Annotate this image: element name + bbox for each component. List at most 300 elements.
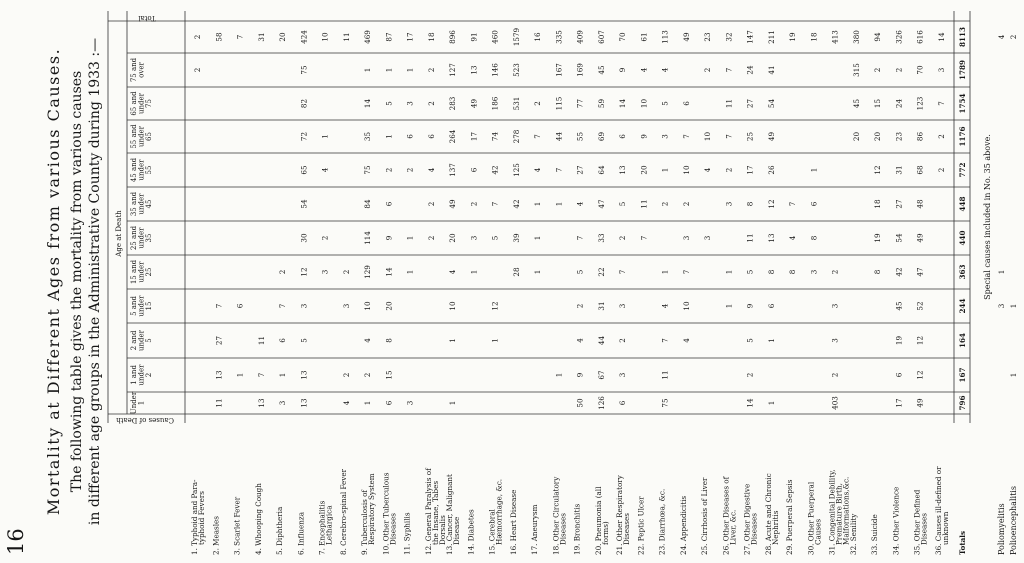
table-cell: 7: [256, 372, 266, 378]
table-cell: 20: [448, 233, 457, 243]
age-header: Age at Death: [115, 210, 123, 257]
table-cell: 69: [596, 131, 606, 142]
table-cell: 22: [596, 267, 606, 277]
table-cell: 2: [703, 67, 712, 73]
table-cell: 4: [341, 400, 351, 406]
table-cell: 20: [873, 131, 882, 142]
table-cell: 74: [490, 131, 500, 142]
intro-line-1: The following table gives the mortality from various causes: [69, 70, 85, 493]
cause-label: 2. Measles: [211, 516, 221, 555]
table-cell: 17: [894, 398, 904, 408]
age-group-label: under: [137, 295, 146, 317]
age-group-label: 35: [145, 233, 153, 243]
table-cell: 91: [469, 32, 479, 42]
table-cell: 11: [724, 98, 734, 109]
cause-label: 34. Other Violence: [891, 486, 901, 555]
causes-header: Causes of Death: [116, 416, 174, 424]
cause-label: 9. Tuberculosis of: [360, 489, 369, 555]
table-cell: 523: [511, 63, 521, 77]
table-cell: 18: [426, 32, 436, 42]
table-cell: 335: [554, 30, 564, 44]
table-cell: 11: [214, 398, 224, 408]
table-cell: 326: [894, 30, 904, 44]
table-cell: 13: [766, 233, 776, 243]
table-cell: 1: [554, 201, 564, 207]
table-cell: 7: [575, 235, 585, 241]
age-group-label: 2 and: [130, 330, 138, 351]
table-cell: 1: [363, 400, 372, 406]
cause-label: the Insane, Tabes: [430, 480, 440, 545]
table-cell: 114: [363, 231, 372, 245]
cause-label: typhoid Fevers: [197, 491, 206, 545]
table-cell: 11: [341, 32, 351, 42]
table-cell: 19: [873, 233, 882, 243]
table-cell: 3: [830, 303, 840, 309]
cause-label: 18. Other Circulatory: [551, 476, 561, 555]
table-cell: 48: [915, 199, 925, 209]
table-cell: 1: [660, 167, 670, 173]
table-cell: 2: [745, 372, 755, 378]
cause-label: 20. Pneumonia (all: [593, 486, 603, 555]
table-cell: 87: [384, 32, 394, 42]
cause-label: 29. Puerperal Sepsis: [785, 479, 794, 555]
totals-cell: 1789: [958, 59, 967, 81]
table-cell: 5: [745, 338, 755, 343]
table-cell: 10: [681, 165, 691, 175]
table-cell: 7: [533, 134, 542, 139]
table-cell: 8: [745, 201, 755, 207]
table-cell: 1: [448, 400, 457, 406]
table-cell: 3: [341, 303, 351, 309]
table-cell: 380: [851, 30, 861, 44]
table-cell: 75: [660, 398, 670, 408]
table-cell: 2: [618, 338, 627, 343]
table-cell: 9: [618, 67, 627, 73]
document-title: Mortality at Different Ages from various Causes.: [44, 47, 63, 516]
table-cell: 23: [894, 131, 904, 142]
table-cell: 20: [639, 165, 649, 175]
total-header: Total: [138, 14, 156, 22]
table-cell: 9: [384, 235, 394, 241]
cause-label: Causes: [813, 518, 823, 545]
table-cell: 47: [915, 267, 925, 277]
table-cell: 44: [596, 335, 606, 346]
table-cell: 125: [511, 163, 521, 177]
table-cell: 13: [214, 370, 224, 380]
table-cell: 896: [448, 30, 457, 44]
table-cell: 3: [618, 372, 627, 378]
table-cell: 31: [894, 165, 904, 175]
age-group-label: 15 and: [130, 259, 138, 285]
table-cell: 1: [235, 372, 245, 378]
table-cell: 13: [299, 370, 309, 380]
age-group-label: under: [137, 126, 146, 147]
table-cell: 14: [363, 98, 372, 109]
cause-label: 28. Acute and Chronic: [763, 473, 773, 555]
table-cell: 54: [299, 199, 309, 209]
table-cell: 17: [745, 165, 755, 175]
table-cell: 11: [745, 233, 755, 243]
table-cell: 10: [681, 301, 691, 311]
table-cell: 9: [639, 134, 649, 139]
table-cell: 460: [490, 30, 500, 44]
age-group-label: 65: [145, 132, 153, 141]
table-cell: 18: [809, 32, 819, 42]
age-group-label: 35 and: [130, 191, 138, 217]
cause-label: 23. Diarrhœa, &c.: [657, 488, 667, 555]
table-cell: 424: [299, 30, 309, 44]
cause-label: 11. Syphilis: [402, 512, 412, 555]
age-group-label: 25 and: [130, 225, 138, 251]
table-cell: 1: [809, 167, 819, 173]
table-cell: 2: [426, 201, 436, 207]
cause-label: Malformations,&c.: [841, 476, 851, 545]
table-cell: 2: [681, 201, 691, 207]
cause-label: 22. Peptic Ulcer: [636, 496, 646, 555]
table-cell: 39: [511, 233, 521, 243]
table-cell: 61: [639, 32, 649, 42]
table-cell: 1: [660, 269, 670, 275]
table-cell: 4: [660, 303, 670, 309]
table-cell: 20: [851, 131, 861, 142]
cause-label: 12. General Paralysis of: [423, 468, 433, 555]
page-number: 16: [4, 528, 28, 555]
table-cell: 146: [490, 63, 500, 77]
age-group-label: 45 and: [130, 157, 138, 183]
table-cell: 1: [469, 269, 479, 275]
table-cell: 6: [278, 338, 287, 343]
table-cell: 49: [915, 398, 925, 408]
table-cell: 3: [703, 235, 712, 241]
table-cell: 7: [681, 134, 691, 139]
special-caption: Special causes included in No. 35 above.: [983, 134, 992, 300]
table-cell: 6: [809, 201, 819, 207]
table-cell: 65: [299, 165, 309, 175]
table-cell: 4: [703, 167, 712, 173]
table-cell: 1: [533, 269, 542, 275]
table-cell: 23: [703, 32, 712, 42]
cause-label: 30. Other Puerperal: [806, 481, 816, 555]
cause-label: Liver, &c.: [728, 509, 738, 545]
special-cell: 4: [997, 34, 1006, 40]
table-cell: 68: [915, 165, 925, 175]
table-cell: 19: [788, 32, 797, 42]
table-cell: 42: [511, 199, 521, 209]
table-cell: 8: [766, 269, 776, 275]
totals-cell: 1754: [958, 93, 967, 114]
cause-label: 1. Typhoid and Para-: [190, 479, 199, 555]
cause-label: 31. Congenital Debility,: [827, 469, 837, 555]
table-cell: 2: [724, 167, 734, 173]
table-cell: 9: [575, 372, 585, 378]
cause-label: unknown: [940, 511, 950, 545]
totals-cell: 167: [958, 367, 967, 383]
table-cell: 1: [766, 400, 776, 406]
table-cell: 33: [596, 233, 606, 243]
age-group-label: 15: [145, 301, 153, 311]
age-group-label: 75: [145, 99, 153, 108]
totals-cell: 796: [958, 395, 967, 411]
table-cell: 2: [384, 167, 394, 173]
table-cell: 123: [915, 96, 925, 111]
cause-label: Diseases: [388, 513, 398, 545]
totals-cell: 8113: [958, 26, 967, 48]
table-cell: 403: [830, 396, 840, 410]
table-cell: 3: [469, 235, 479, 241]
cause-label: 4. Whooping Cough: [253, 483, 263, 555]
age-group-label: 2: [145, 372, 153, 378]
table-cell: 1: [405, 235, 415, 241]
table-cell: 409: [575, 30, 585, 44]
table-cell: 2: [405, 167, 415, 173]
cause-label: 32. Senility: [848, 513, 858, 555]
table-cell: 2: [426, 235, 436, 241]
age-group-label: 1: [137, 400, 146, 406]
table-cell: 4: [533, 167, 542, 173]
table-cell: 7: [554, 167, 564, 173]
table-cell: 169: [575, 63, 585, 77]
table-cell: 8: [809, 235, 819, 241]
table-cell: 3: [618, 303, 627, 309]
table-cell: 6: [384, 201, 394, 207]
table-cell: 7: [490, 201, 500, 207]
cause-label: 15. Cerebral: [487, 509, 497, 555]
table-cell: 6: [384, 400, 394, 406]
table-cell: 5: [745, 269, 755, 275]
table-cell: 54: [766, 98, 776, 109]
table-cell: 2: [873, 67, 882, 73]
table-cell: 27: [745, 98, 755, 109]
age-group-label: 75 and: [130, 57, 138, 83]
cause-label: Dorsalis: [437, 515, 447, 545]
table-cell: 25: [745, 131, 755, 142]
table-cell: 16: [533, 32, 542, 42]
age-group-label: under: [137, 227, 146, 249]
table-cell: 13: [256, 398, 266, 408]
table-cell: 2: [193, 34, 202, 40]
age-group-label: 1 and: [130, 365, 138, 385]
table-cell: 55: [575, 131, 585, 142]
age-group-label: 65 and: [130, 91, 138, 116]
table-cell: 6: [618, 134, 627, 139]
table-cell: 54: [894, 233, 904, 243]
table-cell: 2: [426, 67, 436, 73]
table-cell: 9: [745, 303, 755, 309]
table-cell: 47: [596, 199, 606, 209]
table-cell: 8: [384, 338, 394, 343]
table-cell: 5: [384, 101, 394, 106]
table-cell: 2: [426, 101, 436, 106]
cause-label: 24. Appendicitis: [678, 495, 688, 555]
table-cell: 75: [299, 65, 309, 75]
table-cell: 13: [618, 165, 627, 175]
table-cell: 167: [554, 63, 564, 77]
totals-cell: 164: [958, 332, 967, 349]
table-cell: 20: [384, 301, 394, 311]
table-cell: 8: [873, 269, 882, 275]
table-cell: 278: [511, 129, 521, 144]
table-cell: 49: [766, 131, 776, 142]
table-cell: 7: [214, 303, 224, 309]
special-cell: 2: [1009, 34, 1018, 40]
cause-label: Disease: [452, 516, 461, 545]
table-cell: 3: [830, 338, 840, 343]
table-cell: 30: [299, 233, 309, 243]
table-cell: 129: [363, 265, 372, 279]
table-cell: 24: [745, 65, 755, 75]
table-cell: 72: [299, 131, 309, 142]
table-cell: 13: [299, 398, 309, 408]
age-group-label: under: [137, 364, 146, 386]
cause-label: 5. Diphtheria: [275, 506, 284, 555]
table-cell: 1: [724, 269, 734, 275]
intro-line-2: in different age groups in the Administrative County during 1933 :—: [87, 37, 103, 526]
table-cell: 315: [851, 63, 861, 77]
table-cell: 86: [915, 131, 925, 142]
table-cell: 6: [469, 167, 479, 173]
table-cell: 186: [490, 96, 500, 111]
age-group-label: 55: [145, 165, 153, 175]
table-cell: 6: [681, 101, 691, 106]
table-cell: 7: [936, 101, 946, 106]
table-cell: 59: [596, 98, 606, 109]
table-cell: 531: [511, 96, 521, 111]
table-cell: 12: [490, 301, 500, 311]
table-cell: 28: [511, 267, 521, 277]
table-cell: 1579: [511, 27, 521, 47]
table-cell: 35: [363, 131, 372, 142]
table-cell: 49: [448, 199, 457, 209]
age-group-label: under: [137, 261, 146, 283]
age-group-label: 5 and: [130, 296, 138, 316]
table-cell: 6: [405, 134, 415, 139]
table-cell: 7: [724, 134, 734, 139]
table-cell: 1: [766, 338, 776, 343]
age-group-label: over: [137, 62, 146, 78]
table-cell: 27: [214, 335, 224, 346]
age-group-label: 25: [145, 267, 153, 277]
table-cell: 469: [363, 30, 372, 44]
cause-label: 13. Cancer, Malignant: [445, 474, 454, 555]
table-cell: 7: [724, 67, 734, 73]
table-cell: 64: [596, 165, 606, 175]
table-cell: 113: [660, 30, 670, 44]
table-cell: 5: [299, 338, 309, 343]
table-cell: 12: [299, 267, 309, 277]
table-cell: 10: [320, 32, 330, 42]
totals-label: Totals: [958, 530, 967, 555]
table-cell: 2: [936, 134, 946, 139]
cause-label: 33. Suicide: [870, 514, 879, 555]
table-cell: 211: [766, 30, 776, 44]
table-cell: 12: [766, 199, 776, 209]
table-cell: 2: [660, 201, 670, 207]
table-cell: 264: [448, 129, 457, 144]
table-cell: 5: [490, 235, 500, 241]
table-cell: 1: [363, 67, 372, 73]
table-cell: 4: [426, 167, 436, 173]
table-cell: 4: [575, 338, 585, 343]
table-cell: 2: [193, 67, 202, 73]
age-group-label: under: [137, 193, 146, 215]
table-cell: 1: [448, 338, 457, 343]
table-cell: 2: [341, 269, 351, 275]
cause-label: forms): [600, 521, 610, 545]
table-cell: 19: [894, 335, 904, 346]
table-cell: 2: [936, 167, 946, 173]
table-cell: 5: [618, 201, 627, 207]
table-cell: 7: [618, 269, 627, 275]
table-cell: 49: [915, 233, 925, 243]
table-cell: 17: [405, 32, 415, 42]
table-cell: 10: [639, 98, 649, 109]
cause-label: Lethargica: [324, 505, 334, 545]
table-cell: 70: [915, 65, 925, 75]
totals-cell: 1176: [958, 126, 967, 147]
table-cell: 15: [384, 370, 394, 380]
table-cell: 1: [533, 201, 542, 207]
special-cell: 1: [1009, 372, 1018, 378]
cause-label: 8. Cerebro-spinal Fever: [338, 468, 348, 555]
table-cell: 10: [448, 301, 457, 311]
table-cell: 7: [278, 303, 287, 309]
table-cell: 5: [575, 269, 585, 275]
table-cell: 7: [788, 201, 797, 207]
age-group-label: 55 and: [130, 124, 138, 149]
table-cell: 70: [618, 32, 627, 42]
table-cell: 4: [363, 338, 372, 343]
table-cell: 3: [809, 269, 819, 275]
table-cell: 11: [639, 199, 649, 209]
totals-cell: 363: [958, 264, 967, 280]
table-cell: 3: [405, 400, 415, 406]
totals-cell: 440: [958, 230, 967, 246]
table-cell: 6: [766, 303, 776, 309]
table-cell: 2: [533, 101, 542, 106]
special-cell: 3: [997, 303, 1006, 309]
age-group-label: 5: [145, 338, 153, 343]
table-cell: 8: [788, 269, 797, 275]
table-cell: 2: [830, 372, 840, 378]
table-cell: 10: [703, 131, 712, 142]
table-cell: 67: [596, 370, 606, 380]
totals-cell: 448: [958, 196, 967, 212]
table-cell: 4: [681, 338, 691, 343]
table-cell: 616: [915, 30, 925, 44]
special-cause-label: Poliomyelitis: [997, 503, 1006, 555]
table-cell: 1: [554, 372, 564, 378]
table-cell: 26: [766, 165, 776, 175]
table-cell: 82: [299, 98, 309, 109]
table-cell: 18: [873, 199, 882, 209]
table-cell: 31: [596, 301, 606, 311]
table-cell: 6: [426, 134, 436, 139]
table-cell: 115: [554, 96, 564, 111]
cause-label: 16. Heart Disease: [508, 489, 518, 555]
special-cause-label: Polioencephalitis: [1009, 486, 1018, 555]
table-cell: 4: [320, 167, 330, 173]
age-group-label: 45: [145, 199, 153, 209]
special-cell: 1: [1009, 303, 1018, 309]
age-group-label: Under: [130, 391, 138, 415]
cause-label: Nephritis: [770, 510, 780, 545]
cause-label: 25. Cirrhosis of Liver: [700, 477, 709, 555]
table-cell: 58: [214, 32, 224, 42]
table-cell: 127: [448, 63, 457, 77]
table-cell: 11: [256, 335, 266, 346]
table-cell: 41: [766, 65, 776, 75]
table-cell: 4: [448, 269, 457, 275]
